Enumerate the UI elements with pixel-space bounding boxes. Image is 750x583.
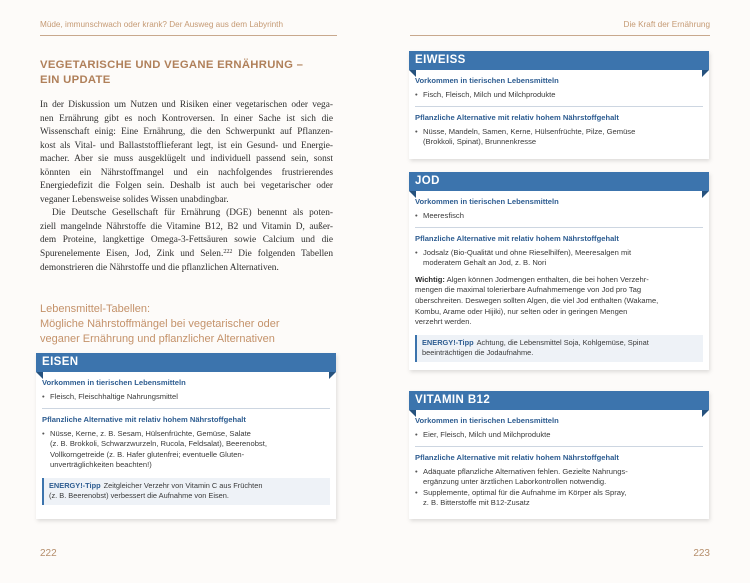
page-number-left: 222 [40,548,57,559]
tables-heading [40,302,340,347]
list-item [415,248,703,269]
tables-heading-line: Mögliche Nährstoffmängel bei vegetarischer oder [40,318,280,330]
list-item-line: (Brokkoli, Spinat), Brunnenkresse [423,137,537,147]
table-header: EISEN [36,353,336,372]
list-item [42,429,330,471]
divider [415,446,703,447]
tip-line [422,338,698,348]
footnote-reference[interactable]: 222 [223,249,233,256]
table-body [36,372,336,511]
list-item-line: • Nüsse, Kerne, z. B. Sesam, Hülsenfrüchte, Gemüse, Salate [50,428,251,438]
note-line: überschreiten. Deswegen sollten Algen, die viel Jod enthalten (Wakame, [415,295,659,305]
right-page [375,0,750,583]
nutrient-table-eisen [36,353,336,519]
body-line: demonstrieren die Nährstoffe und die pflanzlichen Alternativen. [40,262,279,273]
list-item: • Eier, Fleisch, Milch und Milchprodukte [415,430,703,441]
list-item [415,127,703,148]
energy-tip [415,335,703,362]
page-number-right: 223 [693,548,710,559]
article-title-line-2: EIN UPDATE [40,74,111,86]
tip-label: ENERGY!-Tipp [49,480,101,490]
animal-sources-title: Vorkommen in tierischen Lebensmitteln [415,416,559,425]
animal-sources-title: Vorkommen in tierischen Lebensmitteln [415,197,559,206]
list-item [415,488,703,509]
animal-sources-title: Vorkommen in tierischen Lebensmitteln [415,76,559,85]
list-item-line: • Adäquate pflanzliche Alternativen fehlen. Gezielte Nahrungs- [423,466,628,476]
divider [42,408,330,409]
body-line: veganer Lebensweise solides Wissen unabdingbar. [40,194,229,205]
body-line-text: Die folgenden Tabellen [232,249,333,260]
note-line [415,275,703,286]
table-header: VITAMIN B12 [409,391,709,410]
divider [415,106,703,107]
list-item: • Meeresfisch [415,211,703,222]
running-header-left: Müde, immunschwach oder krank? Der Ausweg aus dem Labyrinth [40,20,284,29]
article-title [40,58,330,88]
body-line [40,248,333,262]
note-label: Wichtig: [415,274,445,284]
body-line: ziell mangelnde Nährstoffe die Vitamine B12, B2 und Vitamin D, außer- [40,221,333,232]
energy-tip [42,478,330,505]
plant-alternatives-title: Pflanzliche Alternative mit relativ hohem Nährstoffgehalt [415,112,619,122]
header-rule-left [40,35,337,36]
body-line: Die Deutsche Gesellschaft für Ernährung (DGE) benennt als poten- [52,208,333,219]
table-header: EIWEISS [409,51,709,70]
list-item: • Fleisch, Fleischhaltige Nahrungsmittel [42,392,330,403]
plant-alternatives-title: Pflanzliche Alternative mit relativ hohem Nährstoffgehalt [42,414,246,424]
list-item-line: • Jodsalz (Bio-Qualität und ohne Rieselhilfen), Meeresalgen mit [423,247,632,257]
header-rule-right [410,35,710,36]
article-title-line-1: VEGETARISCHE UND VEGANE ERNÄHRUNG – [40,59,304,71]
body-paragraphs [40,99,333,275]
body-line: nen Ernährung gibt es noch Kontroversen. In einer Sache ist sich die [40,113,333,124]
tip-label: ENERGY!-Tipp [422,337,474,347]
plant-alternatives-title: Pflanzliche Alternative mit relativ hohem Nährstoffgehalt [415,452,619,462]
list-item-line: moderatem Gehalt an Jod, z. B. Nori [423,258,547,268]
body-line-text: Spurenelemente Eisen, Jod, Zink und Selen. [40,249,224,260]
list-item-line: unverträglichkeiten beachten!) [50,460,152,470]
animal-sources-title: Vorkommen in tierischen Lebensmitteln [42,378,186,387]
body-line: Energiedefizit die Folgen sein. Deshalb ist auch bei vegetarischer oder [40,181,333,192]
note-text: Algen können Jodmengen enthalten, die bei hohen Verzehr- [444,274,649,284]
nutrient-table-vitamin-b12 [409,391,709,519]
table-header: JOD [409,172,709,191]
nutrient-table-jod [409,172,709,370]
running-header-right: Die Kraft der Ernährung [623,20,710,29]
list-item-line: ergänzung unter ärztlichen Laborkontrollen notwendig. [423,477,607,487]
important-note [415,275,703,328]
list-item-line: • Supplemente, optimal für die Aufnahme im Körper als Spray, [423,487,627,497]
body-line: macher. Aber sie muss ausgeklügelt und individuell passend sein, sonst [40,154,333,165]
body-line: Wissenschaft einig: Eine Ernährung, die den Schwerpunkt auf Pflanzen- [40,127,333,138]
divider [415,227,703,228]
note-line: Kombu, Arame oder Hijiki), nur selten oder in geringen Mengen [415,306,628,316]
list-item-line: (z. B. Brokkoli, Schwarzwurzeln, Rucola, Feldsalat), Beerenobst, [50,439,267,449]
tip-line: (z. B. Beerenobst) verbessert die Aufnahme von Eisen. [49,491,229,501]
nutrient-table-eiweiss [409,51,709,159]
table-body [409,191,709,368]
plant-alternatives-title: Pflanzliche Alternative mit relativ hohem Nährstoffgehalt [415,233,619,243]
tip-line [49,481,325,491]
body-line: könnten ein Nährstoffmangel und ein nachfolgendes frustrierendes [40,167,333,178]
tip-text: Achtung, die Lebensmittel Soja, Kohlgemüse, Spinat [476,337,649,347]
body-line: In der Diskussion um Nutzen und Risiken einer vegetarischen oder vega- [40,100,333,110]
note-line: mengen die maximal tolerierbare Aufnahmemenge von Jod pro Tag [415,285,642,295]
tables-heading-line: veganer Ernährung und pflanzlicher Alternativen [40,333,275,345]
body-line: kost als Vital- und Ballaststofflieferant legt, ist ein Gesund- und Energie- [40,140,333,151]
tip-text: Zeitgleicher Verzehr von Vitamin C aus Früchten [103,480,263,490]
list-item: • Fisch, Fleisch, Milch und Milchprodukte [415,90,703,101]
list-item-line: z. B. Bitterstoffe mit B12-Zusatz [423,498,530,508]
note-line: verzehrt werden. [415,317,472,327]
table-body [409,70,709,154]
list-item [415,467,703,488]
tip-line: beeinträchtigen die Jodaufnahme. [422,348,534,358]
table-body [409,410,709,515]
list-item-line: • Nüsse, Mandeln, Samen, Kerne, Hülsenfrüchte, Pilze, Gemüse [423,126,636,136]
list-item-line: Vollkorngetreide (z. B. Hafer glutenfrei; eventuelle Gluten- [50,449,245,459]
body-line: dem Proteine, langkettige Omega-3-Fettsäuren sowie Calcium und die [40,235,333,246]
tables-heading-title: Lebensmittel-Tabellen: [40,303,151,315]
